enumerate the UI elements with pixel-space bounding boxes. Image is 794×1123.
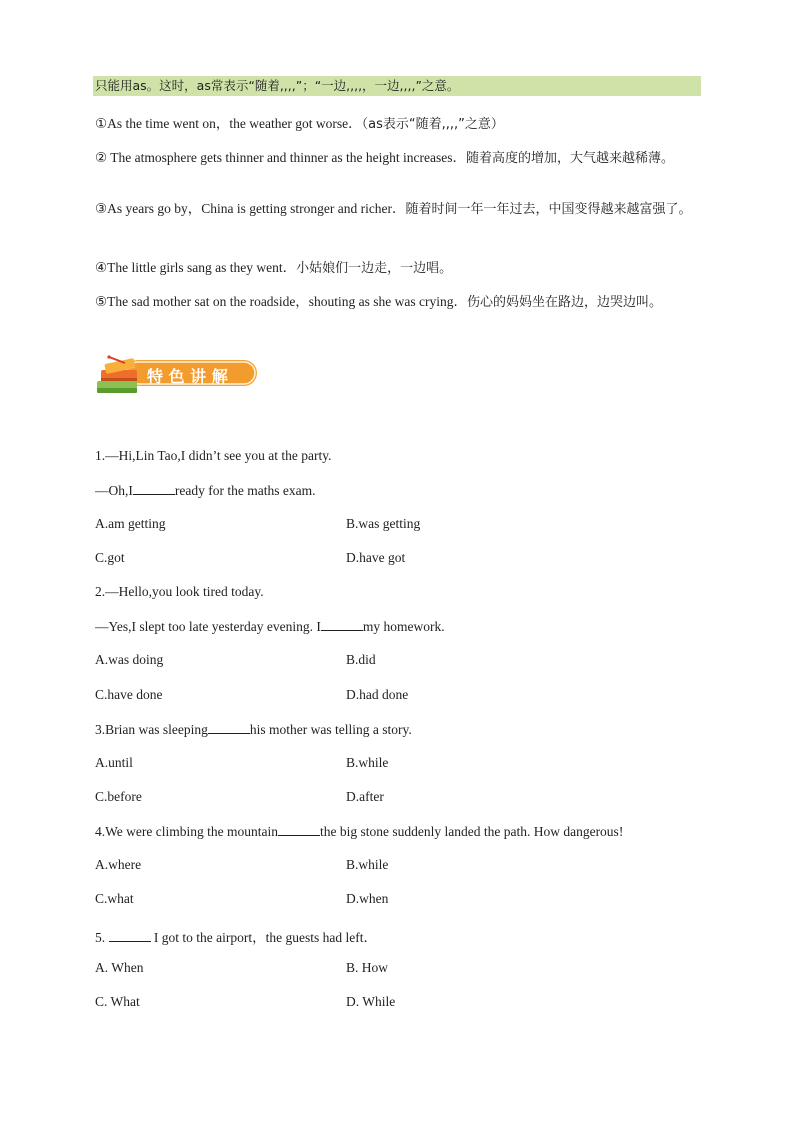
example-en: The little girls sang as they went． xyxy=(107,260,297,275)
example-3 xyxy=(95,198,705,221)
option-c[interactable]: C.got xyxy=(95,550,125,565)
question-text: ready for the maths exam. xyxy=(174,483,316,498)
question-text: the big stone suddenly landed the path. How dangerous! xyxy=(320,824,624,839)
option-d[interactable]: D.after xyxy=(346,789,384,804)
answer-blank[interactable] xyxy=(208,721,250,734)
option-d[interactable]: D.had done xyxy=(346,687,409,702)
option-b[interactable]: B.did xyxy=(346,652,376,667)
option-b[interactable]: B.while xyxy=(346,755,389,770)
option-b[interactable]: B.while xyxy=(346,857,389,872)
option-a[interactable]: A.where xyxy=(95,857,142,872)
question-text: my homework. xyxy=(362,619,445,634)
question-1-line-2 xyxy=(95,482,315,499)
example-cn: （as表示“随着,,,,”之意） xyxy=(361,117,504,132)
question-text: 1.—Hi,Lin Tao,I didn’t see you at the party. xyxy=(95,448,332,463)
highlighted-note: 只能用as。这时，as常表示“随着,,,,”；“一边,,,,，一边,,,,”之意。 xyxy=(93,76,701,96)
question-text: his mother was telling a story. xyxy=(249,722,412,737)
marker: ④ xyxy=(95,260,108,275)
answer-blank[interactable] xyxy=(109,929,151,942)
banner-title: 特 色 讲 解 xyxy=(147,367,228,386)
question-5-stem xyxy=(95,926,377,946)
marker: ⑤ xyxy=(95,294,108,309)
option-a[interactable]: A.was doing xyxy=(95,652,164,667)
option-c[interactable]: C.before xyxy=(95,789,142,804)
option-d[interactable]: D.when xyxy=(346,891,389,906)
question-text: 3.Brian was sleeping xyxy=(95,722,208,737)
example-cn: 随着时间一年一年过去，中国变得越来越富强了。 xyxy=(405,202,692,217)
example-2 xyxy=(95,146,674,166)
option-c[interactable]: C.what xyxy=(95,891,134,906)
example-cn: 小姑娘们一边走，一边唱。 xyxy=(296,261,453,276)
marker: ③ xyxy=(95,201,108,216)
example-en: As the time went on，the weather got worse． xyxy=(107,116,362,131)
section-banner xyxy=(95,355,260,397)
option-a[interactable]: A. When xyxy=(95,960,144,975)
example-4 xyxy=(95,256,452,276)
option-c[interactable]: C.have done xyxy=(95,687,163,702)
example-cn: 随着高度的增加，大气越来越稀薄。 xyxy=(466,151,675,166)
question-text: 4.We were climbing the mountain xyxy=(95,824,278,839)
question-text: —Yes,I slept too late yesterday evening. I xyxy=(95,619,321,634)
option-b[interactable]: B.was getting xyxy=(346,516,421,531)
option-a[interactable]: A.until xyxy=(95,755,133,770)
answer-blank[interactable] xyxy=(133,482,175,495)
option-a[interactable]: A.am getting xyxy=(95,516,166,531)
option-d[interactable]: D.have got xyxy=(346,550,406,565)
marker: ① xyxy=(95,116,108,131)
answer-blank[interactable] xyxy=(321,618,363,631)
question-2-stem xyxy=(95,584,264,600)
example-5 xyxy=(95,290,662,310)
question-3-stem xyxy=(95,721,412,738)
option-d[interactable]: D. While xyxy=(346,994,396,1009)
marker: ② xyxy=(95,150,108,165)
question-4-stem xyxy=(95,823,623,840)
question-1-stem xyxy=(95,448,332,464)
question-text: 2.—Hello,you look tired today. xyxy=(95,584,264,599)
example-cn: 伤心的妈妈坐在路边，边哭边叫。 xyxy=(467,295,663,310)
question-text: —Oh,I xyxy=(95,483,133,498)
question-text: 5. xyxy=(95,930,109,945)
option-b[interactable]: B. How xyxy=(346,960,389,975)
example-en: The sad mother sat on the roadside，shouting as she was crying． xyxy=(107,294,468,309)
example-en: The atmosphere gets thinner and thinner as the height increases． xyxy=(107,150,466,165)
example-en: As years go by，China is getting stronger and richer． xyxy=(107,201,406,216)
answer-blank[interactable] xyxy=(278,823,320,836)
option-c[interactable]: C. What xyxy=(95,994,140,1009)
example-1 xyxy=(95,112,504,132)
question-text: I got to the airport，the guests had left． xyxy=(150,930,377,945)
question-2-line-2 xyxy=(95,618,445,635)
